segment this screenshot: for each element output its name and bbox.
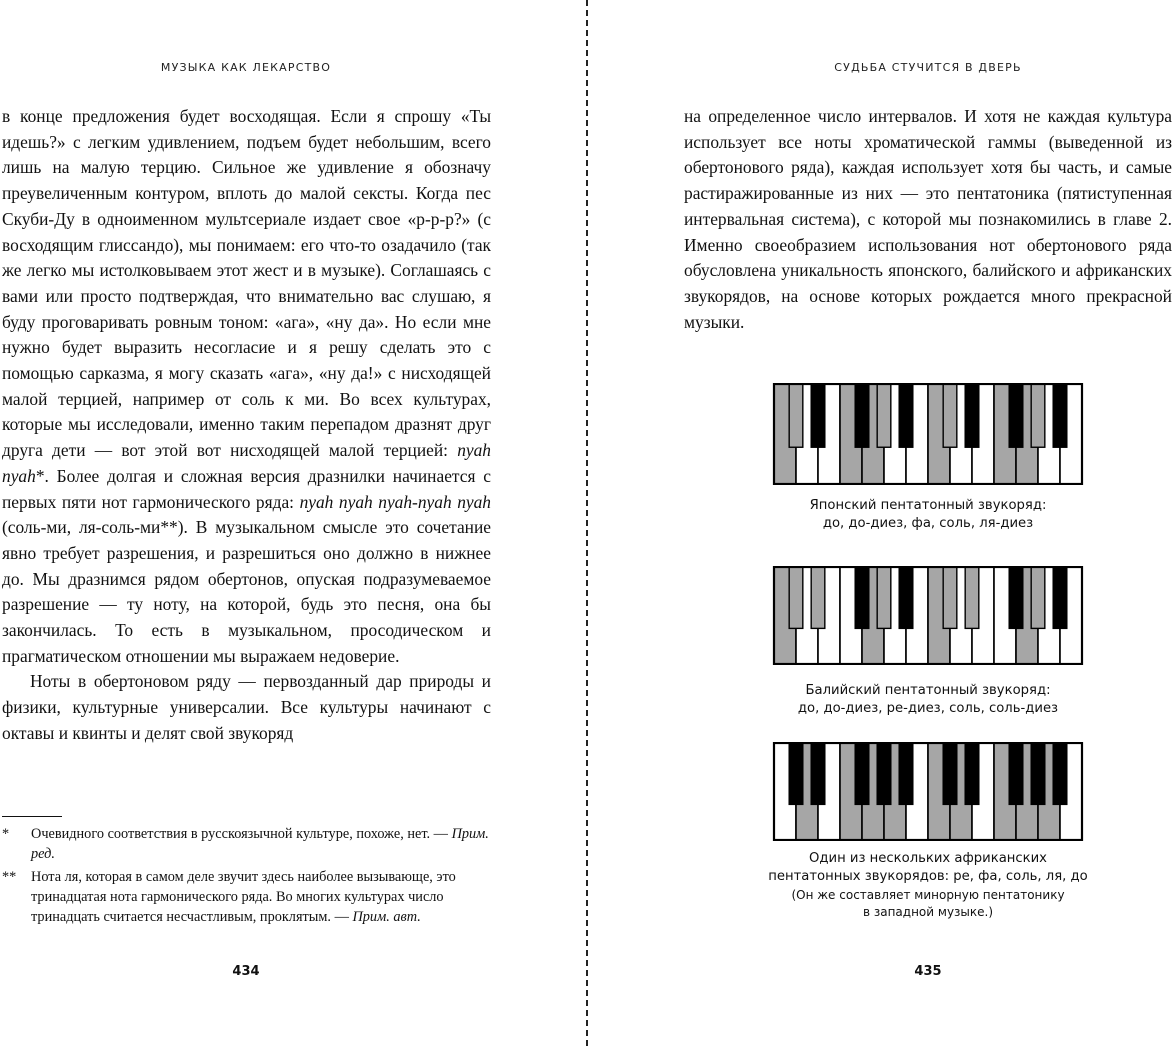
black-key bbox=[855, 384, 869, 447]
paragraph-segment: в конце предложения будет восходящая. Если я спрошу «Ты идешь?» с легким удивлением, подъем будет небольшим, всего лишь на малую терцию. Сильное же удивление я обозначу преувеличенным контуром, вплоть до малой сексты. Когда пес Скуби-Ду в одноименном мультсериале издает свое «р-р-р?» (с восходящим глиссандо), мы понимаем: его что-то озадачило (так же легко мы истолковываем этот жест и в музыке). Соглашаясь с вами или просто подтверждая, что внимательно вас слушаю, я буду проговаривать ровным тоном: «ага», «ну да». Но если мне нужно будет выразить несогласие и я решу сделать это с помощью сарказма, я могу сказать «ага», «ну да!» с нисходящей малой терцией, например от соль к ми. Во всех культурах, которые мы исследовали, именно таким перепадом дразнят друг друга дети — вот этой вот нисходящей малой терцией: bbox=[2, 106, 491, 461]
balinese-keyboard-figure bbox=[770, 566, 1086, 665]
black-key bbox=[1053, 567, 1067, 628]
caption-line: пентатонных звукорядов: ре, фа, соль, ля, до bbox=[768, 869, 1088, 884]
black-key bbox=[811, 743, 825, 804]
footnote-attribution: Прим. ред. bbox=[31, 826, 489, 862]
japanese-scale-caption bbox=[770, 497, 1086, 533]
african-scale-note bbox=[750, 887, 1106, 921]
footnote-text: Нота ля, которая в самом деле звучит здесь наиболее вызывающе, это тринадцатая нота гармонического ряда. Во многих культурах число тринадцать считается несчастливым, проклятым. — bbox=[31, 869, 456, 925]
black-key bbox=[965, 743, 979, 804]
piano-keyboard bbox=[770, 383, 1086, 485]
black-key-highlighted bbox=[943, 384, 957, 447]
caption-note-line: в западной музыке.) bbox=[862, 905, 994, 919]
footnote-rule bbox=[2, 816, 62, 817]
black-key-highlighted bbox=[1031, 384, 1045, 447]
caption-line: Японский пентатонный звукоряд: bbox=[809, 498, 1047, 513]
right-body-text bbox=[684, 104, 1172, 335]
black-key-highlighted bbox=[789, 384, 803, 447]
footnote-mark: ** bbox=[2, 869, 17, 885]
black-key-highlighted bbox=[811, 567, 825, 628]
black-key-highlighted bbox=[1031, 567, 1045, 628]
black-key bbox=[1031, 743, 1045, 804]
black-key-highlighted bbox=[877, 384, 891, 447]
nyah-nyah-long-italic: nyah nyah nyah-nyah nyah bbox=[299, 491, 491, 512]
black-key-highlighted bbox=[965, 567, 979, 628]
black-key bbox=[899, 567, 913, 628]
caption-line: Балийский пентатонный звукоряд: bbox=[805, 683, 1051, 698]
black-key bbox=[899, 384, 913, 447]
black-key-highlighted bbox=[789, 567, 803, 628]
black-key bbox=[877, 743, 891, 804]
left-paragraph-2: Ноты в обертоновом ряду — первозданный дар природы и физики, культурные универсалии. Все культуры начинают с октавы и квинты и делят свой звукоряд bbox=[2, 671, 491, 743]
balinese-scale-caption bbox=[770, 682, 1086, 718]
japanese-keyboard-figure bbox=[770, 383, 1086, 485]
african-keyboard-figure bbox=[770, 742, 1086, 841]
black-key bbox=[789, 743, 803, 804]
black-key bbox=[1053, 384, 1067, 447]
black-key bbox=[1009, 384, 1023, 447]
black-key-highlighted bbox=[943, 567, 957, 628]
right-running-head: СУДЬБА СТУЧИТСЯ В ДВЕРЬ bbox=[834, 61, 1022, 74]
footnote-2 bbox=[2, 867, 494, 927]
footnote-attribution: Прим. авт. bbox=[352, 909, 421, 925]
piano-keyboard bbox=[770, 742, 1086, 841]
black-key bbox=[943, 743, 957, 804]
piano-keyboard bbox=[770, 566, 1086, 665]
footnote-mark: * bbox=[2, 826, 10, 842]
black-key bbox=[855, 567, 869, 628]
caption-note-line: (Он же составляет минорную пентатонику bbox=[791, 888, 1065, 902]
left-paragraph-1 bbox=[2, 104, 491, 669]
left-page-number: 434 bbox=[232, 964, 260, 979]
caption-line: Один из нескольких африканских bbox=[809, 851, 1047, 866]
black-key bbox=[899, 743, 913, 804]
right-paragraph: на определенное число интервалов. И хотя не каждая культура использует все ноты хроматической гаммы (выведенной из обертонового ряда), каждая использует хотя бы часть, и самые растиражированные из них — это пентатоника (пятиступенная интервальная система), с которой мы познакомились в главе 2. Именно своеобразием использования нот обертонового ряда обусловлена уникальность японского, балийского и африканских звукорядов, на основе которых рождается много прекрасной музыки. bbox=[684, 106, 1172, 332]
caption-line: до, до-диез, фа, соль, ля-диез bbox=[822, 516, 1034, 531]
caption-line: до, до-диез, ре-диез, соль, соль-диез bbox=[797, 701, 1059, 716]
nyah-nyah-italic: nyah nyah bbox=[2, 440, 491, 486]
black-key bbox=[1053, 743, 1067, 804]
black-key bbox=[811, 384, 825, 447]
left-body-text bbox=[2, 104, 491, 747]
paragraph-segment: *. Более долгая и сложная версия дразнилки начинается с первых пяти нот гармонического ряда: bbox=[2, 465, 491, 512]
black-key bbox=[965, 384, 979, 447]
left-running-head: МУЗЫКА КАК ЛЕКАРСТВО bbox=[160, 61, 332, 74]
footnote-1 bbox=[2, 824, 494, 864]
black-key bbox=[855, 743, 869, 804]
footnote-text: Очевидного соответствия в русскоязычной культуре, похоже, нет. — bbox=[31, 826, 452, 842]
black-key bbox=[1009, 567, 1023, 628]
right-page-number: 435 bbox=[914, 964, 942, 979]
footnotes bbox=[2, 824, 494, 930]
black-key-highlighted bbox=[877, 567, 891, 628]
paragraph-segment: (соль-ми, ля-соль-ми**). В музыкальном смысле это сочетание явно требует разрешения, и разрешиться оно должно в нижнее до. Мы дразнимся рядом обертонов, опуская подразумеваемое разрешение — ту ноту, на которой, будь это песня, она бы закончилась. То есть в музыкальном, просодическом и прагматическом отношении мы выражаем недоверие. bbox=[2, 517, 491, 666]
black-key bbox=[1009, 743, 1023, 804]
spread-gutter-divider bbox=[586, 0, 588, 1046]
african-scale-caption bbox=[750, 850, 1106, 886]
